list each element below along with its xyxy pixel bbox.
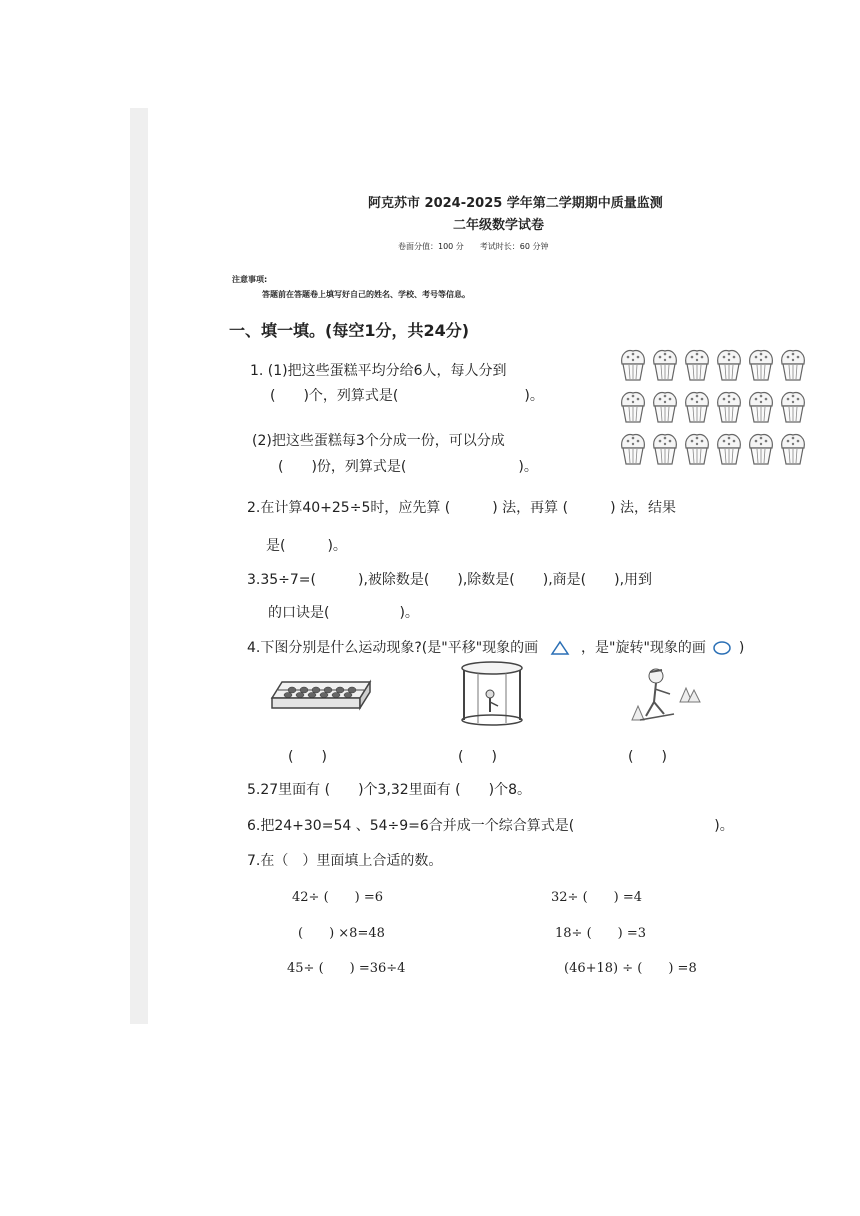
q7-equation: (46+18) ÷ ( ) =8 xyxy=(564,961,697,976)
cupcake-icon xyxy=(622,435,645,464)
circle-icon xyxy=(713,641,731,655)
q4-answer-1: ( ) xyxy=(288,749,327,765)
q1-part2-line2: ( )份，列算式是( )。 xyxy=(278,459,538,475)
cupcake-icon xyxy=(654,351,677,380)
exam-subtitle: 二年级数学试卷 xyxy=(453,218,545,233)
cupcake-icon xyxy=(686,435,709,464)
triangle-icon xyxy=(551,641,569,655)
cupcake-icon xyxy=(782,393,805,422)
q7-equation: 32÷ ( ) =4 xyxy=(551,890,643,905)
q7-heading: 7.在（ ）里面填上合适的数。 xyxy=(247,853,443,869)
q2-line2: 是( )。 xyxy=(266,538,347,554)
section-heading: 一、填一填。(每空1分，共24分) xyxy=(229,321,470,340)
q1-part1-line1: 1. (1)把这些蛋糕平均分给6人，每人分到 xyxy=(250,363,507,379)
cupcake-grid xyxy=(617,346,807,472)
q5-text: 5.27里面有 ( )个3,32里面有 ( )个8。 xyxy=(247,782,531,798)
exam-title: 阿克苏市 2024-2025 学年第二学期期中质量监测 xyxy=(368,196,663,211)
q7-equation: 42÷ ( ) =6 xyxy=(292,890,384,905)
cupcake-icon xyxy=(750,435,773,464)
q1-part1-line2: ( )个，列算式是( )。 xyxy=(270,388,544,404)
q7-equation: ( ) ×8=48 xyxy=(298,926,385,941)
q4-answer-2: ( ) xyxy=(458,749,497,765)
cupcake-icon xyxy=(622,393,645,422)
skier-image xyxy=(626,662,702,724)
q4-text: 4.下图分别是什么运动现象?(是"平移"现象的画 ，是"旋转"现象的画 ) xyxy=(247,640,745,656)
q3-line2: 的口诀是( )。 xyxy=(268,605,419,621)
cupcake-icon xyxy=(750,351,773,380)
cupcake-icon xyxy=(718,393,741,422)
cupcake-icon xyxy=(718,435,741,464)
abacus-image xyxy=(268,668,374,716)
q7-equation: 45÷ ( ) =36÷4 xyxy=(287,961,406,976)
cupcake-icon xyxy=(686,351,709,380)
q7-equation: 18÷ ( ) =3 xyxy=(555,926,647,941)
notice-heading: 注意事项: xyxy=(232,275,268,284)
q1-part2-line1: (2)把这些蛋糕每3个分成一份，可以分成 xyxy=(252,433,505,449)
q4-answer-3: ( ) xyxy=(628,749,667,765)
q2-line1: 2.在计算40+25÷5时，应先算 ( ) 法，再算 ( ) 法，结果 xyxy=(247,500,677,516)
cupcake-icon xyxy=(686,393,709,422)
cupcake-icon xyxy=(782,351,805,380)
cupcake-icon xyxy=(622,351,645,380)
page-margin-strip xyxy=(130,108,148,1024)
cupcake-icon xyxy=(718,351,741,380)
cupcake-icon xyxy=(750,393,773,422)
cupcake-icon xyxy=(654,393,677,422)
q3-line1: 3.35÷7=( ),被除数是( ),除数是( ),商是( ),用到 xyxy=(247,572,653,588)
exam-meta: 卷面分值：100 分 考试时长：60 分钟 xyxy=(398,242,549,251)
q6-text: 6.把24+30=54 、54÷9=6合并成一个综合算式是( )。 xyxy=(247,818,734,834)
cupcake-icon xyxy=(782,435,805,464)
revolving-door-image xyxy=(460,660,524,726)
cupcake-icon xyxy=(654,435,677,464)
notice-text: 答题前在答题卷上填写好自己的姓名、学校、考号等信息。 xyxy=(262,290,470,299)
